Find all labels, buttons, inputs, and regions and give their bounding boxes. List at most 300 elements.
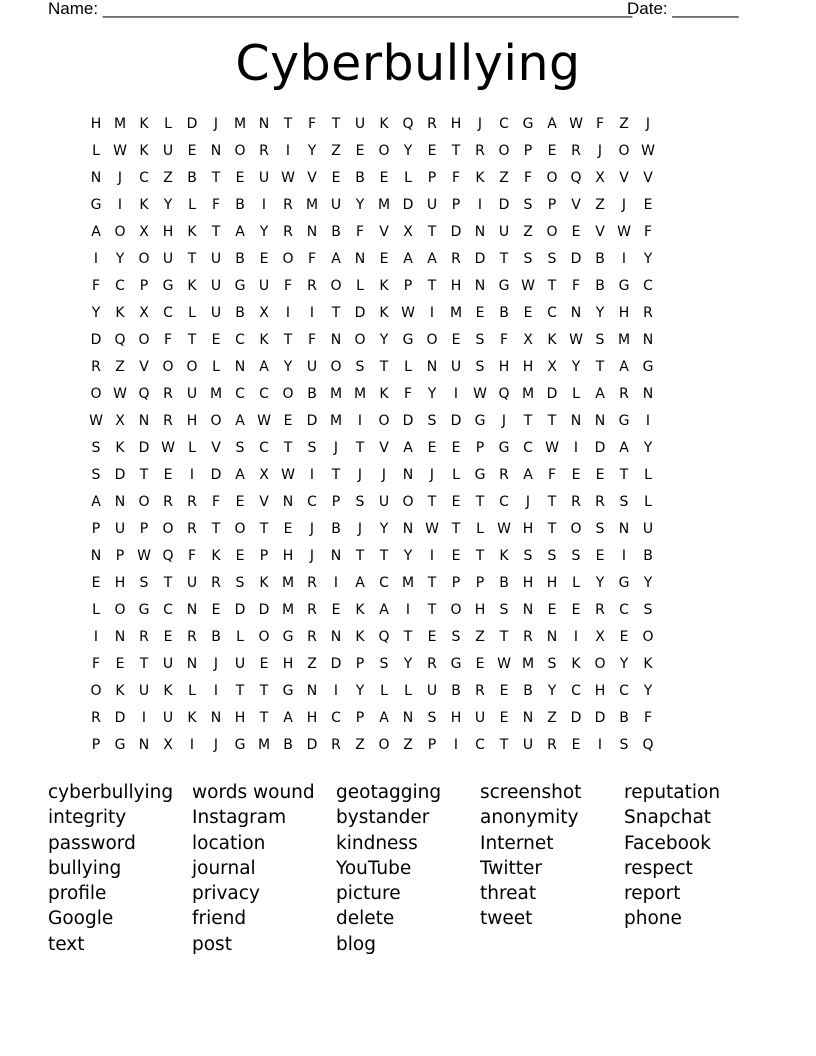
grid-letter: E <box>643 197 653 213</box>
grid-letter: T <box>427 602 437 618</box>
grid-letter: T <box>451 143 461 159</box>
grid-letter: Y <box>163 197 173 213</box>
grid-letter: T <box>619 467 629 483</box>
grid-letter: P <box>475 440 485 456</box>
grid-letter: N <box>474 224 486 240</box>
grid-letter: X <box>523 332 533 348</box>
grid-letter: R <box>595 602 605 618</box>
grid-letter: L <box>644 467 652 483</box>
grid-letter: Z <box>355 737 365 753</box>
grid-letter: R <box>427 116 437 132</box>
grid-letter: E <box>211 332 221 348</box>
grid-letter: S <box>571 548 581 564</box>
grid-letter: V <box>643 170 653 186</box>
grid-letter: H <box>522 521 534 537</box>
grid-letter: F <box>91 656 101 672</box>
grid-letter: Y <box>643 440 653 456</box>
grid-letter: K <box>499 548 509 564</box>
grid-letter: T <box>355 548 365 564</box>
grid-letter: Q <box>378 629 390 645</box>
grid-letter: L <box>188 197 196 213</box>
grid-letter: R <box>163 413 173 429</box>
grid-letter: H <box>114 575 126 591</box>
grid-letter: B <box>619 710 629 726</box>
grid-letter: Y <box>355 683 365 699</box>
grid-letter: U <box>162 656 174 672</box>
grid-letter: S <box>547 251 557 267</box>
grid-letter: E <box>451 332 461 348</box>
grid-letter: X <box>115 413 125 429</box>
grid-letter: O <box>498 143 510 159</box>
grid-letter: Q <box>642 737 654 753</box>
grid-letter: K <box>139 197 149 213</box>
grid-letter: R <box>571 143 581 159</box>
grid-letter: T <box>331 116 341 132</box>
grid-letter: B <box>283 737 293 753</box>
grid-row <box>84 519 732 546</box>
word-item: Google <box>48 908 114 930</box>
word-item: reputation <box>624 782 721 803</box>
grid-letter: P <box>91 737 101 753</box>
grid-letter: P <box>91 521 101 537</box>
grid-letter: M <box>377 197 391 213</box>
grid-letter: L <box>92 143 100 159</box>
grid-letter: Q <box>570 170 582 186</box>
grid-letter: I <box>93 629 99 645</box>
grid-letter: O <box>282 386 294 402</box>
grid-letter: I <box>117 197 123 213</box>
grid-letter: P <box>331 494 341 510</box>
grid-letter: G <box>90 197 102 213</box>
word-item: bullying <box>48 857 122 879</box>
grid-letter: T <box>355 440 365 456</box>
grid-letter: S <box>307 440 317 456</box>
grid-letter: U <box>426 197 438 213</box>
grid-letter: H <box>546 575 558 591</box>
grid-letter: G <box>282 683 294 699</box>
word-item: phone <box>624 908 682 930</box>
grid-letter: B <box>595 278 605 294</box>
grid-letter: M <box>353 386 367 402</box>
grid-letter: E <box>259 251 269 267</box>
grid-letter: N <box>114 629 126 645</box>
grid-letter: J <box>597 143 603 159</box>
word-item: words wound <box>192 782 315 803</box>
grid-letter: I <box>621 548 627 564</box>
grid-letter: Y <box>403 656 413 672</box>
grid-letter: A <box>235 467 245 483</box>
grid-letter: L <box>236 629 244 645</box>
word-item: password <box>48 832 136 854</box>
grid-letter: E <box>427 440 437 456</box>
grid-letter: G <box>234 278 246 294</box>
grid-letter: S <box>235 440 245 456</box>
grid-letter: E <box>475 656 485 672</box>
grid-letter: D <box>114 710 126 726</box>
grid-letter: C <box>235 332 245 348</box>
grid-letter: E <box>475 305 485 321</box>
grid-letter: F <box>547 467 557 483</box>
grid-letter: H <box>474 602 486 618</box>
word-item: post <box>192 933 232 955</box>
grid-letter: E <box>451 440 461 456</box>
grid-letter: F <box>163 332 173 348</box>
word-item: anonymity <box>480 807 579 829</box>
grid-row <box>84 654 732 681</box>
grid-row <box>84 735 732 762</box>
grid-letter: B <box>235 251 245 267</box>
grid-letter: T <box>283 332 293 348</box>
word-column <box>48 780 192 957</box>
grid-letter: L <box>572 386 580 402</box>
grid-letter: X <box>163 737 173 753</box>
grid-letter: E <box>499 710 509 726</box>
word-item: report <box>624 883 681 905</box>
grid-row <box>84 708 732 735</box>
grid-letter: G <box>114 737 126 753</box>
word-item: friend <box>192 908 247 930</box>
grid-letter: O <box>258 629 270 645</box>
grid-letter: Z <box>619 116 629 132</box>
grid-letter: J <box>357 521 363 537</box>
grid-letter: S <box>355 494 365 510</box>
grid-letter: C <box>619 683 629 699</box>
grid-letter: J <box>357 467 363 483</box>
grid-letter: W <box>161 440 175 456</box>
grid-letter: Q <box>402 116 414 132</box>
grid-letter: X <box>547 359 557 375</box>
grid-letter: H <box>186 413 198 429</box>
grid-letter: N <box>186 602 198 618</box>
grid-letter: X <box>403 224 413 240</box>
grid-letter: J <box>525 494 531 510</box>
grid-letter: B <box>211 629 221 645</box>
grid-letter: N <box>354 251 366 267</box>
grid-letter: O <box>378 143 390 159</box>
grid-letter: S <box>523 251 533 267</box>
grid-letter: Y <box>91 305 101 321</box>
grid-letter: O <box>234 521 246 537</box>
grid-row <box>84 168 732 195</box>
grid-letter: R <box>331 737 341 753</box>
grid-letter: K <box>187 224 197 240</box>
grid-letter: G <box>474 413 486 429</box>
grid-row <box>84 249 732 276</box>
grid-letter: B <box>595 251 605 267</box>
grid-letter: V <box>379 440 389 456</box>
grid-letter: D <box>546 386 558 402</box>
grid-letter: G <box>498 440 510 456</box>
grid-letter: K <box>139 116 149 132</box>
grid-letter: N <box>618 521 630 537</box>
grid-letter: I <box>453 386 459 402</box>
grid-letter: O <box>354 332 366 348</box>
word-item: blog <box>336 933 376 955</box>
grid-letter: V <box>379 224 389 240</box>
grid-letter: C <box>259 440 269 456</box>
grid-letter: T <box>547 278 557 294</box>
grid-letter: E <box>619 629 629 645</box>
grid-letter: P <box>427 737 437 753</box>
grid-letter: E <box>571 737 581 753</box>
grid-letter: T <box>211 521 221 537</box>
grid-letter: R <box>283 197 293 213</box>
grid-letter: H <box>450 116 462 132</box>
grid-letter: K <box>139 143 149 159</box>
grid-letter: N <box>426 359 438 375</box>
grid-letter: V <box>259 494 269 510</box>
grid-letter: U <box>138 683 150 699</box>
grid-letter: W <box>617 224 631 240</box>
grid-letter: Y <box>595 305 605 321</box>
grid-letter: E <box>571 467 581 483</box>
grid-letter: Z <box>163 170 173 186</box>
grid-letter: T <box>475 494 485 510</box>
word-item: picture <box>336 883 401 905</box>
word-item: threat <box>480 883 537 905</box>
grid-letter: T <box>211 170 221 186</box>
grid-letter: H <box>162 224 174 240</box>
grid-letter: P <box>139 278 149 294</box>
grid-letter: E <box>379 170 389 186</box>
grid-letter: R <box>91 710 101 726</box>
grid-letter: E <box>379 251 389 267</box>
grid-letter: T <box>547 413 557 429</box>
grid-letter: D <box>330 656 342 672</box>
grid-letter: B <box>235 197 245 213</box>
grid-letter: U <box>114 521 126 537</box>
grid-letter: O <box>642 629 654 645</box>
grid-letter: Y <box>619 656 629 672</box>
grid-letter: R <box>451 251 461 267</box>
grid-letter: R <box>595 494 605 510</box>
grid-letter: S <box>595 332 605 348</box>
grid-letter: N <box>330 548 342 564</box>
grid-letter: K <box>379 305 389 321</box>
grid-letter: L <box>380 683 388 699</box>
grid-letter: D <box>570 710 582 726</box>
grid-letter: F <box>451 170 461 186</box>
grid-letter: K <box>259 575 269 591</box>
grid-letter: G <box>474 467 486 483</box>
grid-letter: R <box>523 629 533 645</box>
grid-letter: O <box>378 737 390 753</box>
grid-row <box>84 546 732 573</box>
grid-letter: R <box>619 386 629 402</box>
grid-letter: M <box>305 197 319 213</box>
grid-letter: P <box>355 710 365 726</box>
grid-letter: J <box>117 170 123 186</box>
grid-letter: M <box>209 386 223 402</box>
grid-letter: F <box>643 224 653 240</box>
grid-letter: H <box>498 359 510 375</box>
grid-letter: F <box>307 332 317 348</box>
grid-row <box>84 195 732 222</box>
grid-letter: Z <box>595 197 605 213</box>
grid-letter: Y <box>547 683 557 699</box>
grid-letter: E <box>91 575 101 591</box>
grid-letter: A <box>91 494 101 510</box>
grid-row <box>84 114 732 141</box>
grid-letter: C <box>619 602 629 618</box>
grid-letter: J <box>477 116 483 132</box>
grid-letter: R <box>259 143 269 159</box>
grid-letter: J <box>381 467 387 483</box>
grid-letter: I <box>213 683 219 699</box>
grid-letter: K <box>571 656 581 672</box>
grid-letter: L <box>356 278 364 294</box>
grid-letter: Y <box>571 359 581 375</box>
grid-letter: Q <box>498 386 510 402</box>
grid-letter: B <box>499 575 509 591</box>
word-item: cyberbullying <box>48 782 174 803</box>
grid-letter: C <box>163 602 173 618</box>
grid-letter: Z <box>403 737 413 753</box>
grid-letter: G <box>450 656 462 672</box>
word-bank <box>48 780 768 957</box>
grid-letter: N <box>138 413 150 429</box>
grid-letter: L <box>188 683 196 699</box>
grid-letter: K <box>211 548 221 564</box>
grid-letter: E <box>451 494 461 510</box>
grid-letter: E <box>331 170 341 186</box>
grid-letter: E <box>331 602 341 618</box>
grid-letter: O <box>186 359 198 375</box>
grid-letter: R <box>139 629 149 645</box>
grid-letter: S <box>91 440 101 456</box>
grid-letter: A <box>379 710 389 726</box>
grid-letter: W <box>281 170 295 186</box>
grid-letter: T <box>163 575 173 591</box>
grid-letter: A <box>379 602 389 618</box>
letter-grid <box>84 114 732 762</box>
grid-letter: D <box>594 440 606 456</box>
grid-letter: Y <box>307 143 317 159</box>
grid-letter: E <box>595 548 605 564</box>
grid-letter: E <box>187 143 197 159</box>
grid-letter: U <box>210 278 222 294</box>
date-field: Date: _______ <box>627 0 739 18</box>
grid-letter: O <box>138 494 150 510</box>
grid-letter: M <box>329 386 343 402</box>
grid-letter: T <box>451 521 461 537</box>
grid-letter: O <box>114 224 126 240</box>
name-field: Name: ________________________________________________________ <box>48 0 633 18</box>
grid-letter: A <box>235 224 245 240</box>
word-column <box>624 780 768 957</box>
grid-letter: R <box>571 494 581 510</box>
grid-letter: E <box>547 602 557 618</box>
grid-letter: Z <box>331 143 341 159</box>
grid-letter: Y <box>643 251 653 267</box>
grid-letter: K <box>547 332 557 348</box>
grid-letter: G <box>618 575 630 591</box>
grid-letter: K <box>379 278 389 294</box>
grid-letter: F <box>571 278 581 294</box>
grid-letter: A <box>403 251 413 267</box>
grid-letter: U <box>450 359 462 375</box>
grid-letter: U <box>234 656 246 672</box>
grid-letter: I <box>189 737 195 753</box>
grid-letter: Y <box>259 224 269 240</box>
grid-letter: R <box>163 386 173 402</box>
grid-letter: I <box>285 305 291 321</box>
grid-letter: S <box>475 359 485 375</box>
grid-letter: O <box>378 413 390 429</box>
word-item: YouTube <box>336 857 412 879</box>
grid-letter: W <box>281 467 295 483</box>
grid-letter: O <box>330 359 342 375</box>
grid-letter: W <box>569 332 583 348</box>
grid-letter: I <box>285 143 291 159</box>
grid-letter: Q <box>114 332 126 348</box>
grid-letter: A <box>619 440 629 456</box>
grid-row <box>84 411 732 438</box>
grid-letter: Y <box>403 143 413 159</box>
grid-letter: P <box>259 548 269 564</box>
grid-letter: U <box>522 737 534 753</box>
grid-letter: W <box>473 386 487 402</box>
grid-letter: A <box>259 359 269 375</box>
word-item: Facebook <box>624 832 711 854</box>
grid-letter: N <box>570 305 582 321</box>
grid-letter: O <box>618 143 630 159</box>
word-item: journal <box>192 857 256 879</box>
grid-letter: A <box>547 116 557 132</box>
grid-letter: K <box>355 629 365 645</box>
grid-letter: X <box>259 305 269 321</box>
grid-letter: K <box>379 116 389 132</box>
grid-letter: E <box>283 413 293 429</box>
grid-letter: D <box>306 413 318 429</box>
grid-letter: N <box>90 170 102 186</box>
grid-letter: U <box>186 386 198 402</box>
word-item: respect <box>624 857 693 879</box>
word-item: Twitter <box>480 857 543 879</box>
word-item: Internet <box>480 832 554 854</box>
grid-letter: D <box>402 413 414 429</box>
grid-letter: Z <box>523 224 533 240</box>
grid-letter: J <box>621 197 627 213</box>
grid-letter: X <box>259 467 269 483</box>
word-item: privacy <box>192 883 260 905</box>
grid-letter: G <box>282 629 294 645</box>
grid-letter: F <box>595 116 605 132</box>
grid-letter: Z <box>547 710 557 726</box>
grid-letter: U <box>378 494 390 510</box>
grid-letter: B <box>355 170 365 186</box>
grid-letter: R <box>427 656 437 672</box>
grid-letter: P <box>547 197 557 213</box>
grid-letter: R <box>163 494 173 510</box>
grid-letter: A <box>235 413 245 429</box>
grid-letter: E <box>355 143 365 159</box>
grid-letter: O <box>90 386 102 402</box>
grid-letter: X <box>139 224 149 240</box>
grid-letter: T <box>427 224 437 240</box>
grid-letter: T <box>499 737 509 753</box>
grid-letter: M <box>521 656 535 672</box>
grid-letter: Z <box>499 170 509 186</box>
grid-letter: J <box>213 656 219 672</box>
grid-letter: U <box>306 359 318 375</box>
grid-letter: S <box>547 548 557 564</box>
grid-letter: R <box>307 278 317 294</box>
grid-letter: P <box>451 575 461 591</box>
grid-row <box>84 681 732 708</box>
grid-letter: A <box>427 251 437 267</box>
grid-letter: F <box>307 116 317 132</box>
